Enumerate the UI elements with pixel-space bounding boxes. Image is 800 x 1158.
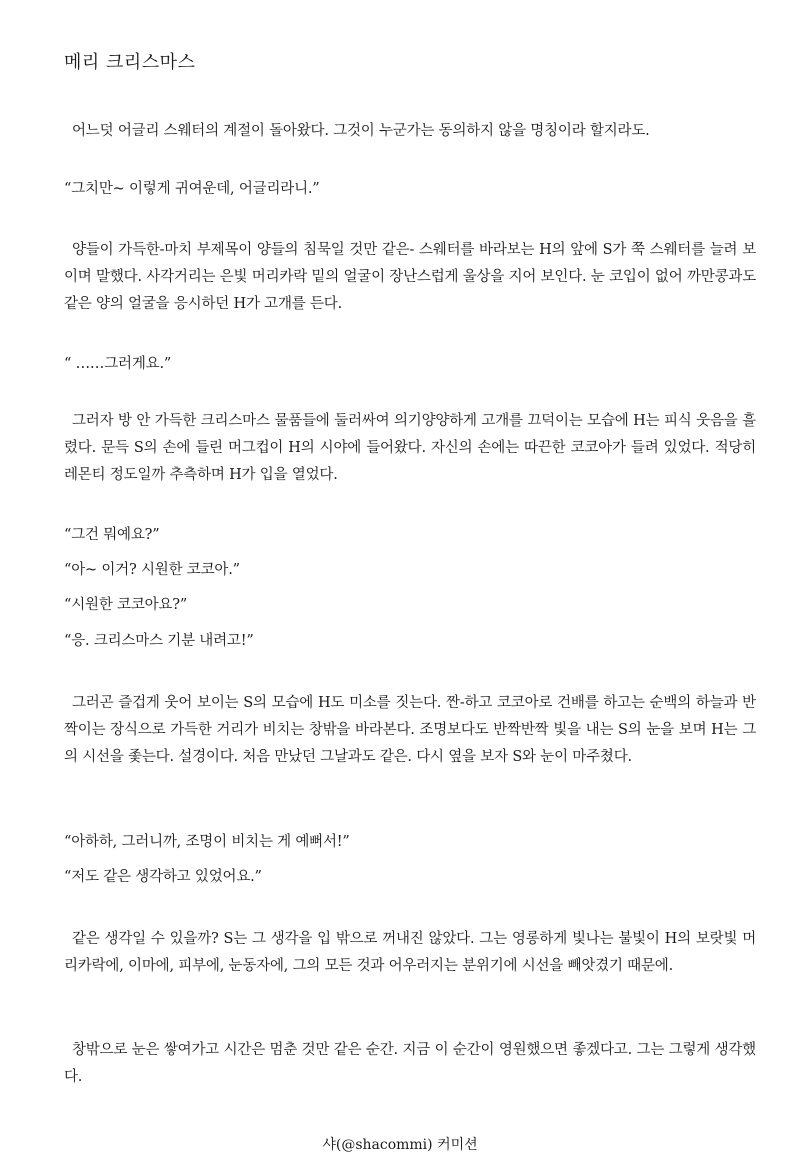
document-title: 메리 크리스마스 bbox=[64, 52, 196, 73]
dialogue-1: “그치만~ 이렇게 귀여운데, 어글리라니.” bbox=[64, 181, 320, 197]
dialogue-4: “아~ 이거? 시원한 코코아.” bbox=[64, 562, 240, 578]
dialogue-2: “ ……그러게요.” bbox=[64, 356, 172, 372]
dialogue-3: “그건 뭐예요?” bbox=[64, 527, 160, 543]
dialogue-7: “아하하, 그러니까, 조명이 비치는 게 예뻐서!” bbox=[64, 834, 350, 850]
dialogue-6: “응. 크리스마스 기분 내려고!” bbox=[64, 633, 254, 649]
paragraph-3: 그러자 방 안 가득한 크리스마스 물품들에 둘러싸여 의기양양하게 고개를 끄덕이는 모습에 H는 피식 웃음을 흘렸다. 문득 S의 손에 들린 머그컵이 H의 시야에 들어왔다. 자신의 손에는 따끈한 코코아가 들려 있었다. 적당히 레몬티 정도일까 추측하며 H가 입을 열었다. bbox=[64, 413, 756, 483]
paragraph-2: 양들이 가득한-마치 부제목이 양들의 침묵일 것만 같은- 스웨터를 바라보는 H의 앞에 S가 쭉 스웨터를 늘려 보이며 말했다. 사각거리는 은빛 머리카락 밑의 얼굴이 장난스럽게 울상을 지어 보인다. 눈 코입이 없어 까만콩과도 같은 양의 얼굴을 응시하던 H가 고개를 든다. bbox=[64, 242, 756, 312]
footer-credit: 샤(@shacommi) 커미션 bbox=[322, 1137, 478, 1153]
document-page bbox=[64, 0, 756, 1158]
paragraph-4: 그러곤 즐겁게 웃어 보이는 S의 모습에 H도 미소를 짓는다. 짠-하고 코코아로 건배를 하고는 순백의 하늘과 반짝이는 장식으로 가득한 거리가 비치는 창밖을 바라본다. 조명보다도 반짝반짝 빛을 내는 S의 눈을 보며 H는 그의 시선을 좇는다. 설경이다. 처음 만났던 그날과도 같은. 다시 옆을 보자 S와 눈이 마주쳤다. bbox=[64, 695, 756, 765]
paragraph-5: 같은 생각일 수 있을까? S는 그 생각을 입 밖으로 꺼내진 않았다. 그는 영롱하게 빛나는 불빛이 H의 보랏빛 머리카락에, 이마에, 피부에, 눈동자에, 그의 모든 것과 어우러지는 분위기에 시선을 빼앗겼기 때문에. bbox=[64, 931, 756, 974]
dialogue-5: “시원한 코코아요?” bbox=[64, 597, 188, 613]
paragraph-1: 어느덧 어글리 스웨터의 계절이 돌아왔다. 그것이 누군가는 동의하지 않을 명칭이라 할지라도. bbox=[72, 123, 650, 139]
paragraph-6: 창밖으로 눈은 쌓여가고 시간은 멈춘 것만 같은 순간. 지금 이 순간이 영원했으면 좋겠다고. 그는 그렇게 생각했다. bbox=[64, 1042, 756, 1085]
dialogue-8: “저도 같은 생각하고 있었어요.” bbox=[64, 869, 262, 885]
